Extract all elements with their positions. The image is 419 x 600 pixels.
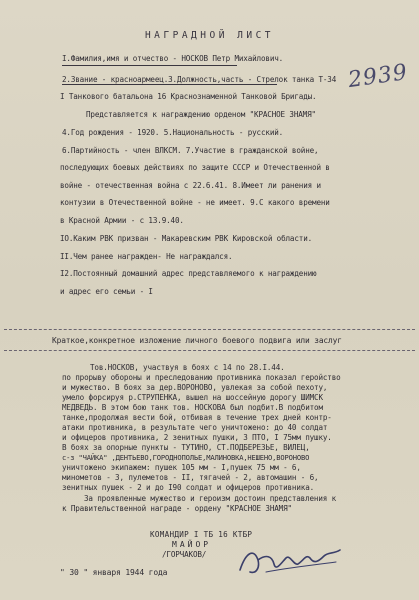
field-nomination: Представляется к награждению орденом "КРАСНОЕ ЗНАМЯ" bbox=[86, 110, 316, 119]
narrative-line: умело форсируя р.СТРУПЕНКА, вышел на шоссейную дорогу ШИМСК bbox=[62, 393, 323, 402]
field-service-since: в Красной Армии - с 13.9.40. bbox=[60, 216, 184, 225]
field-underline bbox=[62, 84, 277, 85]
field-wounds: контузии в Отечественной войне - не имеет. 9.С какого времени bbox=[60, 198, 330, 207]
narrative-line: атаки противника, в результате чего уничтожено: до 40 солдат bbox=[62, 423, 328, 432]
handwritten-number: 2939 bbox=[346, 59, 410, 94]
field-address: I2.Постоянный домашний адрес представляемого к награждению bbox=[60, 269, 317, 278]
document-title: НАГРАДНОЙ ЛИСТ bbox=[144, 30, 275, 41]
field-name: I.Фамилия,имя и отчество - НОСКОВ Петр Михайлович. bbox=[62, 54, 284, 63]
field-birth-nationality: 4.Год рождения - 1920. 5.Национальность - русский. bbox=[62, 128, 284, 137]
narrative-line: Тов.НОСКОВ, участвуя в боях с 14 по 28.I.44. bbox=[90, 363, 285, 372]
narrative-line: За проявленные мужество и героизм достоин представления к bbox=[84, 494, 337, 503]
field-family-address: и адрес его семьи - I bbox=[60, 287, 153, 296]
section-divider bbox=[4, 329, 415, 330]
field-rank: 2.Звание - красноармеец.3.Должность,часть - Стрелок танка Т-34 bbox=[62, 75, 337, 84]
narrative-line: по прорыву обороны и преследованию противника показал геройство bbox=[62, 373, 341, 382]
narrative-line: танке,продолжая вести бой, отбивая в течение трех дней контр- bbox=[62, 413, 332, 422]
narrative-line: зенитных пушек - 2 и до I90 солдат и офицеров противника. bbox=[62, 483, 315, 492]
handwritten-signature bbox=[236, 542, 346, 582]
narrative-line: к Правительственной награде - ордену "КРАСНОЕ ЗНАМЯ" bbox=[62, 504, 292, 513]
field-underline bbox=[62, 65, 237, 66]
field-party: 6.Партийность - член ВЛКСМ. 7.Участие в гражданской войне, bbox=[62, 146, 319, 155]
signature-rank: МАЙОР bbox=[172, 540, 212, 549]
summary-heading: Краткое,конкретное изложение личного боевого подвига или заслуг bbox=[52, 336, 342, 345]
field-combat-2: войне - отечественная война с 22.6.41. 8.Имеет ли ранения и bbox=[60, 181, 321, 190]
signature-title: КОМАНДИР I ТБ 16 КТБР bbox=[150, 530, 253, 539]
narrative-line: МЕДВЕДЬ. В этом бою танк тов. НОСКОВА был подбит.В подбитом bbox=[62, 403, 323, 412]
narrative-line: В боях за опорные пункты - ТУТИНО, СТ.ПОДБЕРЕЗЬЕ, ВИЛЕЦ, bbox=[62, 443, 310, 452]
field-draft-office: IO.Каким РВК призван - Макаревским РВК Кировской области. bbox=[60, 234, 313, 243]
narrative-line: и мужество. В боях за дер.ВОРОНОВО, увлекая за собой пехоту, bbox=[62, 383, 328, 392]
document-date: " 30 " января 1944 года bbox=[60, 568, 168, 577]
narrative-line: и офицеров противника, 2 зенитных пушки, 3 ПТО, I 75мм пушку. bbox=[62, 433, 332, 442]
narrative-line: уничтожено экипажем: пушек 105 мм - I,пушек 75 мм - 6, bbox=[62, 463, 301, 472]
field-combat-1: последующих боевых действиях по защите СССР и Отечественной в bbox=[60, 163, 330, 172]
narrative-line: минометов - 3, пулеметов - II, тягачей - 2, автомашин - 6, bbox=[62, 473, 319, 482]
field-previous-awards: II.Чем ранее награжден- Не награждался. bbox=[60, 252, 233, 261]
field-unit: I Танкового батальона 16 Краснознаменной Танковой Бригады. bbox=[60, 92, 317, 101]
signature-name: /ГОРЧАКОВ/ bbox=[162, 550, 207, 559]
section-divider bbox=[4, 350, 415, 351]
narrative-line: с-з "ЧАЙКА" ,ДЕНТЬЕВО,ГОРОДНОПОЛЬЕ,МАЛИНОВКА,НЕШЕНО,ВОРОНОВО bbox=[62, 453, 310, 462]
